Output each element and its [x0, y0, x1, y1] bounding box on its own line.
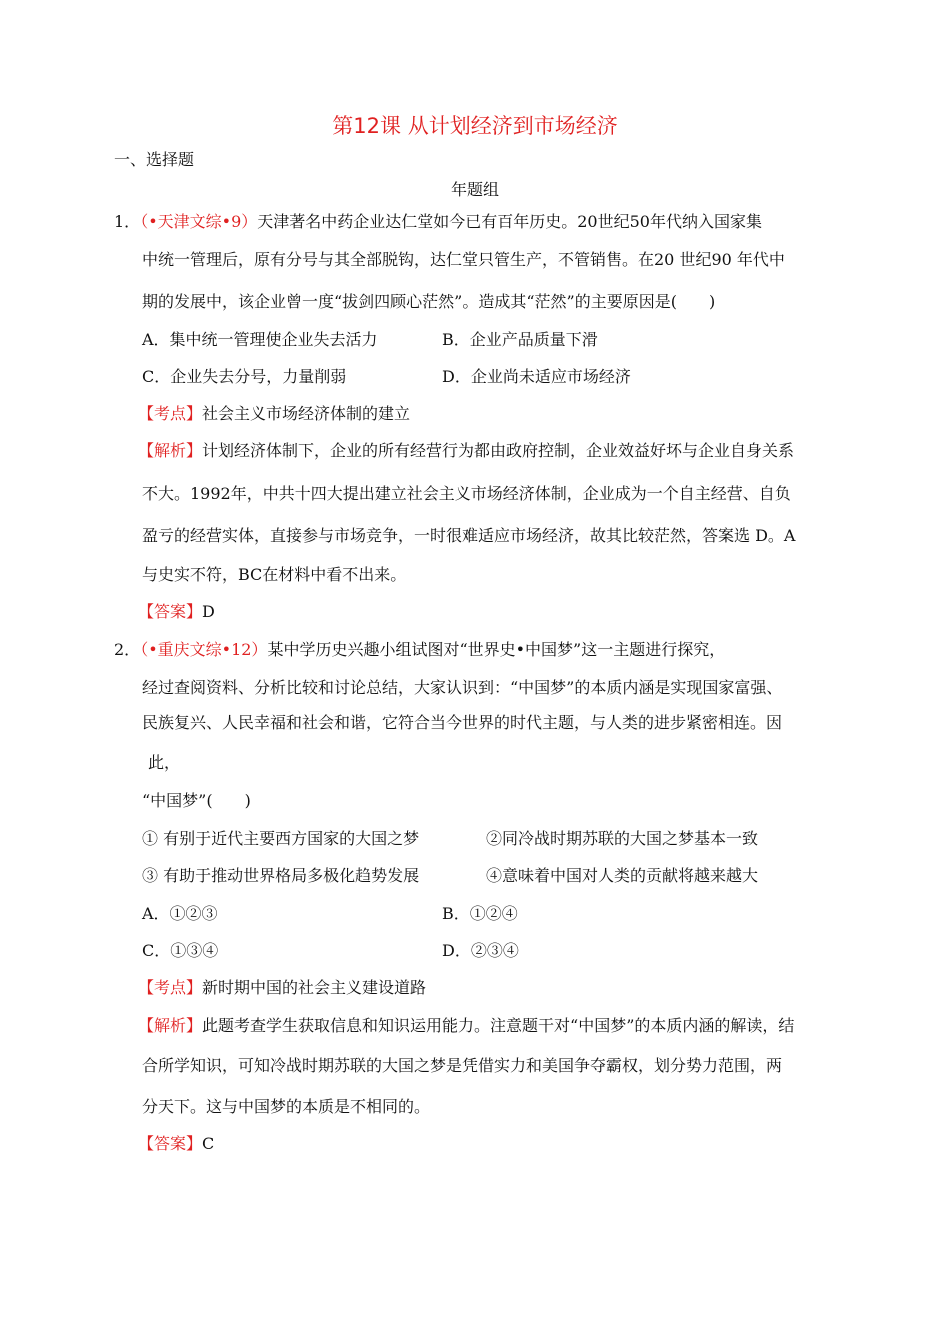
question-1-number: 1． — [114, 212, 141, 231]
section-heading: 一、选择题 — [114, 150, 195, 169]
question-1-jiexi-line-2: 不大。1992年，中共十四大提出建立社会主义市场经济体制，企业成为一个自主经营、自负 — [142, 484, 791, 503]
question-2-option-d: D．②③④ — [442, 941, 519, 960]
jiexi-text: 此题考查学生获取信息和知识运用能力。注意题干对“中国梦”的本质内涵的解读，结 — [202, 1016, 795, 1035]
question-1-stem-line-3: 期的发展中，该企业曾一度“拔剑四顾心茫然”。造成其“茫然”的主要原因是( ) — [142, 292, 716, 311]
answer-text: C — [202, 1134, 215, 1153]
question-1-stem-text: 天津著名中药企业达仁堂如今已有百年历史。20世纪50年代纳入国家集 — [257, 212, 762, 231]
question-2-source: （•重庆文综•12） — [140, 640, 268, 659]
question-1-option-a: A．集中统一管理使企业失去活力 — [142, 330, 378, 349]
question-1-stem-line-1 — [114, 212, 762, 232]
question-1-option-d: D．企业尚未适应市场经济 — [442, 367, 631, 386]
question-2-jiexi-line-3: 分天下。这与中国梦的本质是不相同的。 — [142, 1097, 431, 1116]
question-2-answer — [138, 1134, 214, 1154]
question-1-answer — [138, 602, 215, 622]
kaodian-text: 社会主义市场经济体制的建立 — [202, 404, 411, 423]
answer-text: D — [202, 602, 215, 621]
question-1-stem-line-2: 中统一管理后，原有分号与其全部脱钩，达仁堂只管生产，不管销售。在20 世纪90 年代中 — [142, 250, 785, 269]
question-1-jiexi-line-1 — [138, 441, 794, 461]
question-2-number: 2． — [114, 640, 141, 659]
question-1-option-c: C．企业失去分号，力量削弱 — [142, 367, 347, 386]
question-2-stem-line-2: 经过查阅资料、分析比较和讨论总结，大家认识到：“中国梦”的本质内涵是实现国家富强、 — [142, 678, 783, 697]
question-2-item-1: ① 有别于近代主要西方国家的大国之梦 — [142, 829, 420, 848]
kaodian-tag: 【考点】 — [138, 404, 203, 423]
question-2-stem-line-1 — [114, 640, 725, 660]
question-2-jiexi-line-2: 合所学知识，可知冷战时期苏联的大国之梦是凭借实力和美国争夺霸权，划分势力范围，两 — [142, 1056, 783, 1075]
question-2-item-2: ②同冷战时期苏联的大国之梦基本一致 — [486, 829, 759, 848]
group-label: 年题组 — [450, 180, 499, 199]
answer-tag: 【答案】 — [138, 602, 203, 621]
question-1-source: （•天津文综•9） — [140, 212, 258, 231]
question-2-item-4: ④意味着中国对人类的贡献将越来越大 — [486, 866, 759, 885]
question-2-item-3: ③ 有助于推动世界格局多极化趋势发展 — [142, 866, 420, 885]
question-1-option-b: B．企业产品质量下滑 — [442, 330, 598, 349]
kaodian-text: 新时期中国的社会主义建设道路 — [202, 978, 427, 997]
question-1-jiexi-line-4: 与史实不符，BC在材料中看不出来。 — [142, 565, 407, 584]
question-2-stem-text: 某中学历史兴趣小组试图对“世界史•中国梦”这一主题进行探究， — [267, 640, 726, 659]
jiexi-tag: 【解析】 — [138, 441, 203, 460]
question-2-option-c: C．①③④ — [142, 941, 219, 960]
question-2-stem-line-4: 此， — [148, 753, 181, 772]
question-2-kaodian — [138, 978, 426, 998]
question-2-jiexi-line-1 — [138, 1016, 794, 1036]
lesson-title: 第12课 从计划经济到市场经济 — [332, 114, 618, 138]
jiexi-tag: 【解析】 — [138, 1016, 203, 1035]
question-1-kaodian — [138, 404, 410, 424]
question-2-stem-line-3: 民族复兴、人民幸福和社会和谐，它符合当今世界的时代主题，与人类的进步紧密相连。因 — [142, 713, 783, 732]
question-2-option-a: A．①②③ — [142, 904, 218, 923]
jiexi-text: 计划经济体制下，企业的所有经营行为都由政府控制，企业效益好坏与企业自身关系 — [202, 441, 795, 460]
question-1-jiexi-line-3: 盈亏的经营实体，直接参与市场竞争，一时很难适应市场经济，故其比较茫然，答案选 D。A — [142, 526, 796, 545]
question-2-stem-line-5: “中国梦”( ) — [142, 791, 251, 810]
question-2-option-b: B．①②④ — [442, 904, 518, 923]
kaodian-tag: 【考点】 — [138, 978, 203, 997]
answer-tag: 【答案】 — [138, 1134, 203, 1153]
